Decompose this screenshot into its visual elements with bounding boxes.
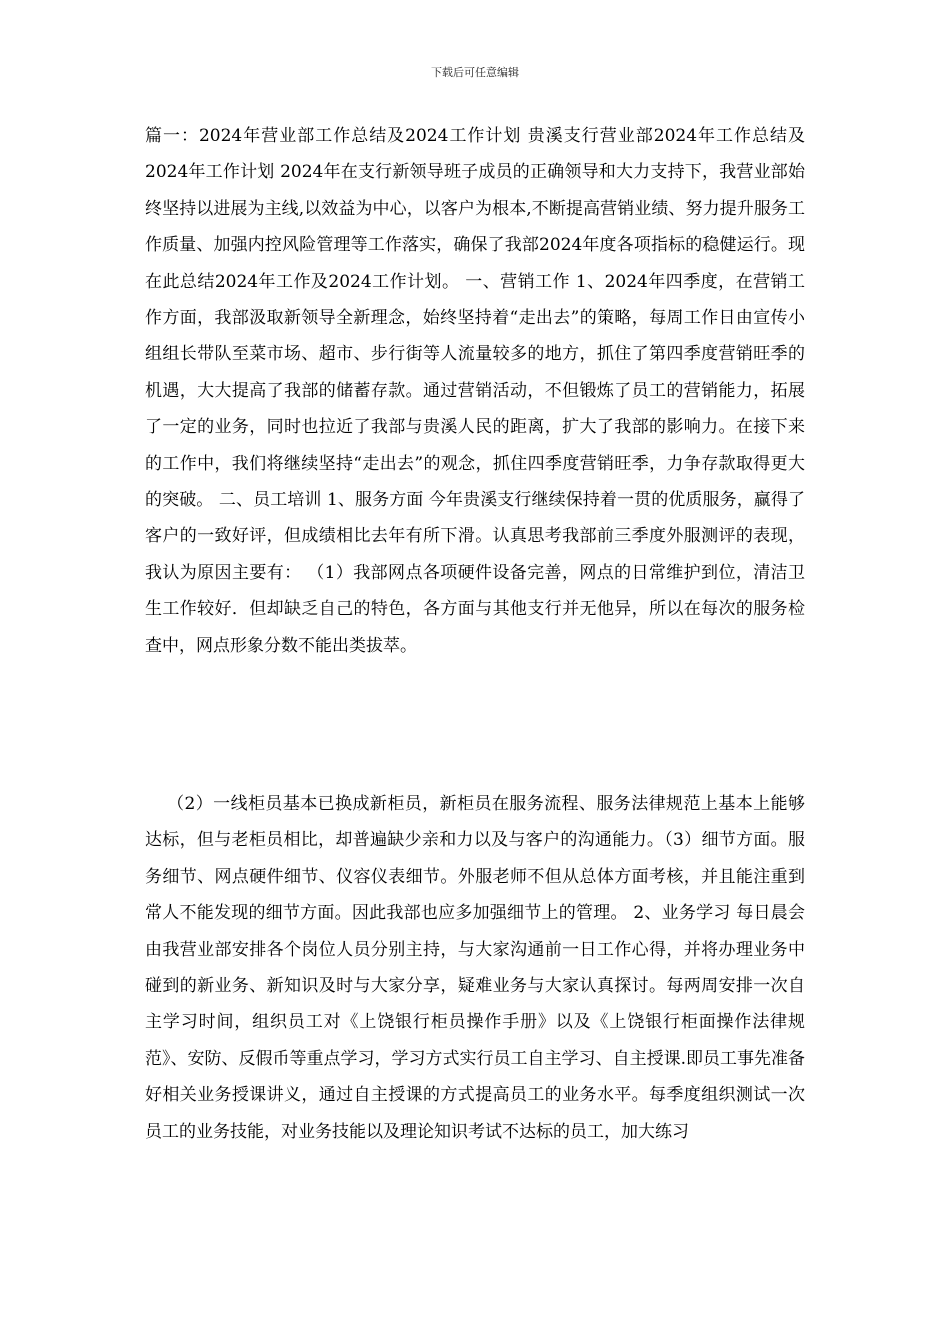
body-paragraph-2: （2）一线柜员基本已换成新柜员，新柜员在服务流程、服务法律规范上基本上能够达标，但与老柜员相比，却普遍缺少亲和力以及与客户的沟通能力。（3）细节方面。服务细节、网点硬件细节、仪容仪表细节。外服老师不但从总体方面考核，并且能注重到常人不能发现的细节方面。因此我部也应多加强细节上的管理。 2、业务学习 每日晨会由我营业部安排各个岗位人员分别主持，与大家沟通前一日工作心得，并将办理业务中碰到的新业务、新知识及时与大家分享，疑难业务与大家认真探讨。每两周安排一次自主学习时间，组织员工对《上饶银行柜员操作手册》以及《上饶银行柜面操作法律规范》、安防、反假币等重点学习，学习方式实行员工自主学习、自主授课.即员工事先准备好相关业务授课讲义，通过自主授课的方式提高员工的业务水平。每季度组织测试一次员工的业务技能，对业务技能以及理论知识考试不达标的员工，加大练习 (145, 794, 805, 1142)
body-paragraph-1: 篇一：2024年营业部工作总结及2024工作计划 贵溪支行营业部2024年工作总结及2024年工作计划 2024年在支行新领导班子成员的正确领导和大力支持下，我营业部始终坚持以进展为主线,以效益为中心，以客户为根本,不断提高营销业绩、努力提升服务工作质量、加强内控风险管理等工作落实，确保了我部2024年度各项指标的稳健运行。现在此总结2024年工作及2024工作计划。 一、营销工作 1、2024年四季度，在营销工作方面，我部汲取新领导全新理念，始终坚持着“走出去”的策略，每周工作日由宣传小组组长带队至菜市场、超市、步行街等人流量较多的地方，抓住了第四季度营销旺季的机遇，大大提高了我部的储蓄存款。通过营销活动，不但锻炼了员工的营销能力，拓展了一定的业务，同时也拉近了我部与贵溪人民的距离，扩大了我部的影响力。在接下来的工作中，我们将继续坚持“走出去”的观念，抓住四季度营销旺季，力争存款取得更大的突破。 二、员工培训 1、服务方面 今年贵溪支行继续保持着一贯的优质服务，赢得了客户的一致好评，但成绩相比去年有所下滑。认真思考我部前三季度外服测评的表现，我认为原因主要有： （1）我部网点各项硬件设备完善，网点的日常维护到位，清洁卫生工作较好．但却缺乏自己的特色，各方面与其他支行并无他异，所以在每次的服务检查中，网点形象分数不能出类拔萃。 (145, 126, 805, 656)
page-header: 下载后可任意编辑 (431, 66, 519, 79)
